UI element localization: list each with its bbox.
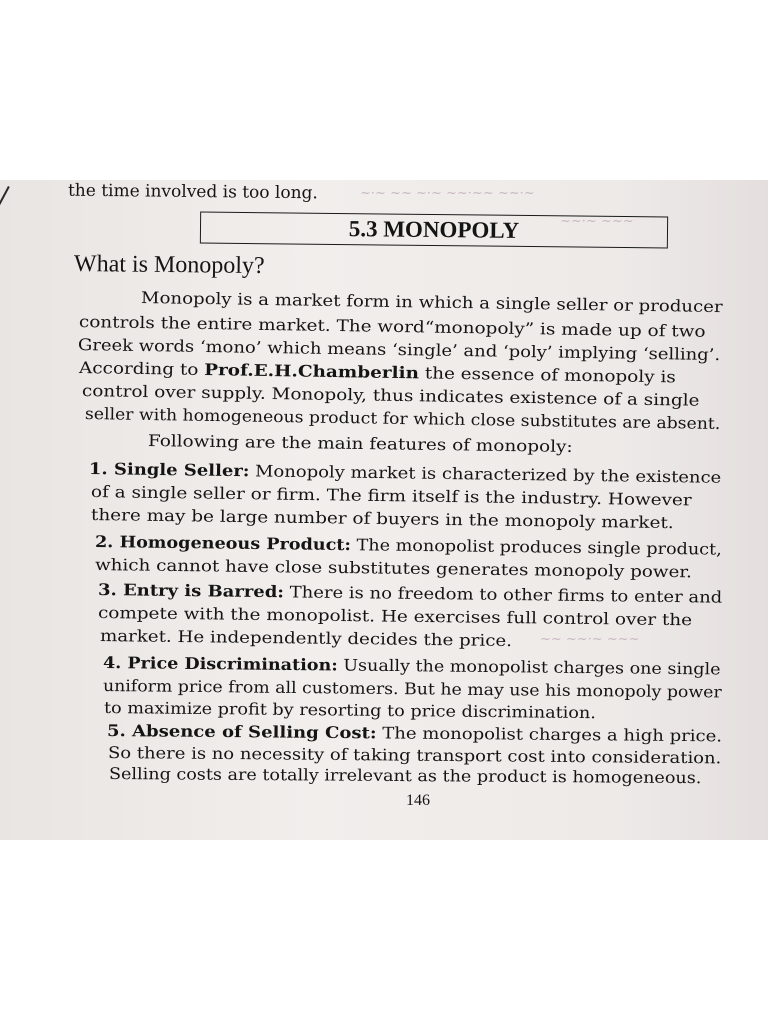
feature-line: market. He independently decides the price. — [99, 626, 513, 651]
body-line: control over supply. Monopoly, thus indicates existence of a single — [81, 381, 700, 410]
body-line: seller with homogeneous product for which close substitutes are absent. — [84, 404, 721, 433]
feature-line: 4. Price Discrimination: Usually the monopolist charges one single — [102, 653, 721, 679]
feature-line: 1. Single Seller: Monopoly market is characterized by the existence — [88, 459, 722, 487]
feature-line: there may be large number of buyers in the monopoly market. — [90, 505, 674, 533]
feature-line: to maximize profit by resorting to price discrimination. — [103, 698, 597, 723]
body-line: Greek words ‘mono’ which means ‘single’ and ‘poly’ implying ‘selling’. — [77, 335, 721, 365]
feature-line: compete with the monopolist. He exercises full control over the — [97, 603, 693, 630]
feature-line: which cannot have close substitutes generates monopoly power. — [94, 555, 693, 582]
feature-line: 5. Absence of Selling Cost: The monopolist charges a high price. — [106, 721, 723, 746]
body-line: Monopoly is a market form in which a single seller or producer — [140, 288, 723, 317]
section-title: 5.3 MONOPOLY — [200, 212, 668, 249]
feature-line: uniform price from all customers. But he may use his monopoly power — [102, 676, 722, 702]
feature-label: 3. Entry is Barred: — [97, 580, 285, 602]
feature-label: 2. Homogeneous Product: — [94, 532, 352, 555]
feature-label: 4. Price Discrimination: — [102, 653, 338, 675]
previous-text-line: the time involved is too long. — [67, 180, 318, 204]
feature-line: of a single seller or firm. The firm itself is the industry. However — [90, 482, 692, 510]
page-number: 146 — [406, 792, 430, 809]
bleed-through-text: ~·~ ~~ ~·~ ~~·~~ ~~·~ — [360, 186, 535, 201]
feature-label: 1. Single Seller: — [88, 459, 250, 481]
body-line: Following are the main features of monopoly: — [147, 431, 573, 456]
body-line: controls the entire market. The word“monopoly” is made up of two — [78, 312, 706, 341]
feature-line: 3. Entry is Barred: There is no freedom to other firms to enter and — [97, 580, 723, 607]
feature-line: So there is no necessity of taking transport cost into consideration. — [107, 743, 722, 768]
feature-label: 5. Absence of Selling Cost: — [106, 721, 377, 743]
bleed-through-text: ~~·~ ~~~ — [560, 214, 634, 229]
author-name: Prof.E.H.Chamberlin — [204, 359, 420, 383]
feature-line: Selling costs are totally irrelevant as the product is homogeneous. — [108, 764, 702, 788]
bleed-through-text: ~~ ~~·~ ~~~ — [540, 632, 640, 647]
body-line: According to Prof.E.H.Chamberlin the essence of monopoly is — [78, 358, 676, 387]
feature-line: 2. Homogeneous Product: The monopolist produces single product, — [94, 532, 722, 559]
heading: What is Monopoly? — [73, 251, 265, 279]
